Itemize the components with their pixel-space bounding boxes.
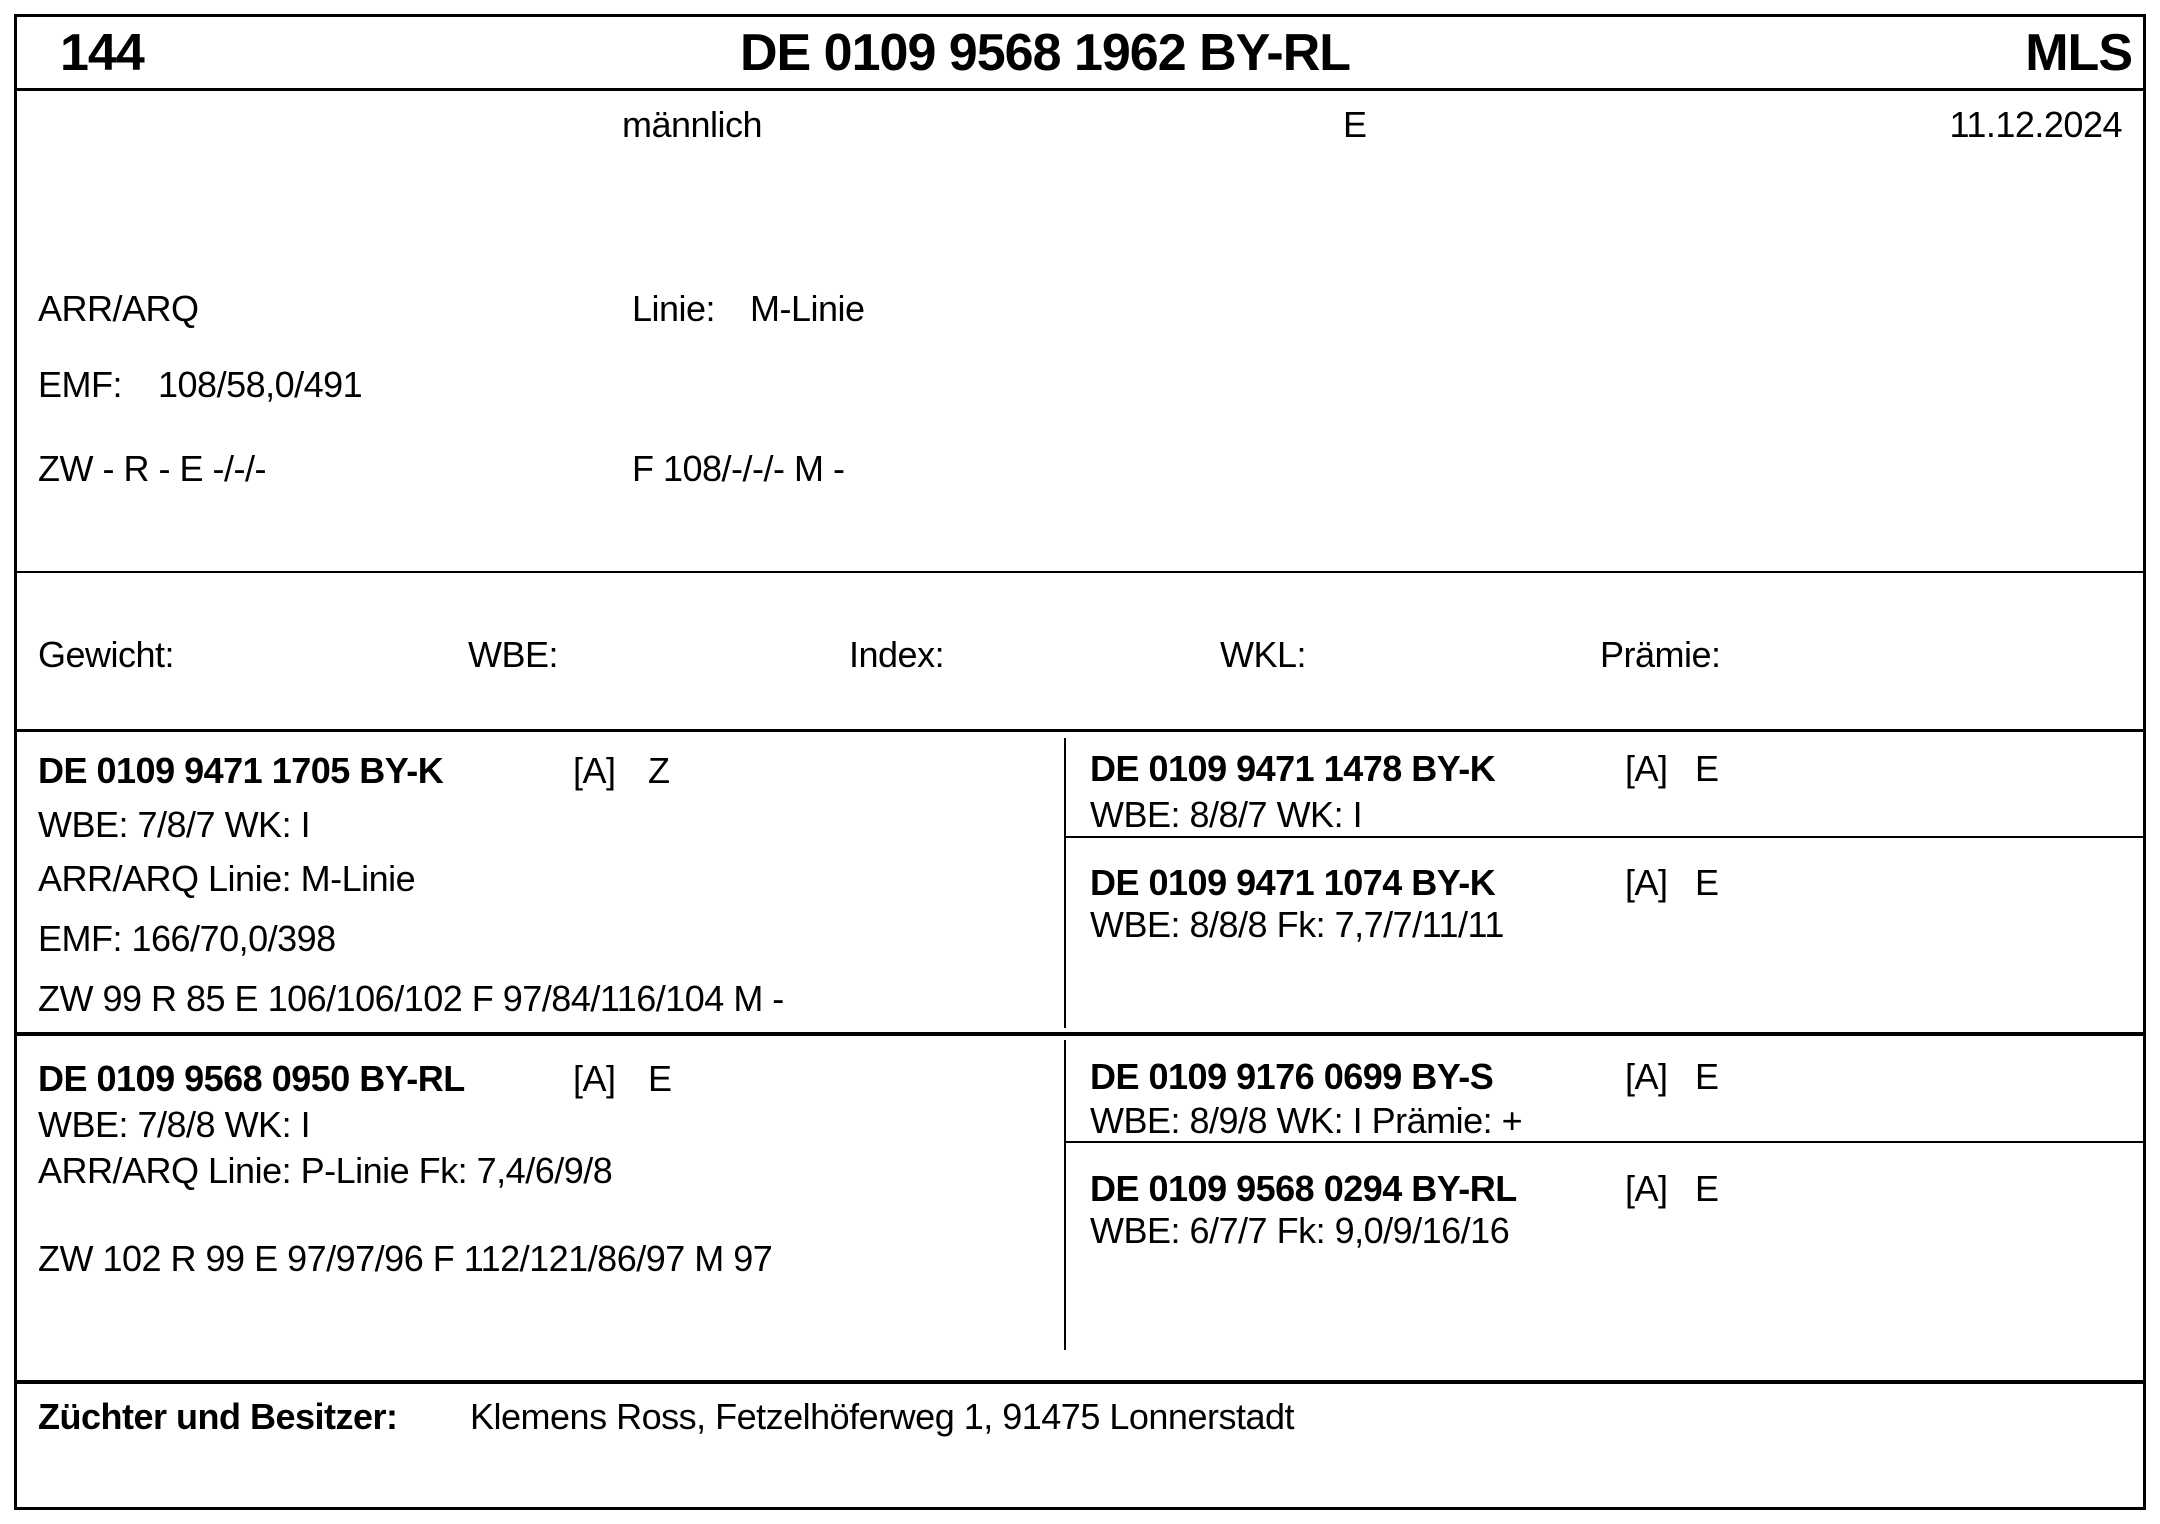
dam-sire-animal-id: DE 0109 9176 0699 BY-S (1090, 1056, 1494, 1097)
dam-dam-status-tag: [A] (1625, 1168, 1668, 1209)
breeder-owner-value: Klemens Ross, Fetzelhöferweg 1, 91475 Lonnerstadt (470, 1396, 1294, 1437)
sire-detail-line: ARR/ARQ Linie: M-Linie (38, 858, 416, 899)
measure-label-praemie: Prämie: (1600, 634, 1721, 675)
dam-detail-line: ZW 102 R 99 E 97/97/96 F 112/121/86/97 M 97 (38, 1238, 773, 1279)
sex-label: männlich (622, 104, 763, 145)
header-divider (14, 88, 2146, 91)
linie-value: M-Linie (750, 288, 865, 329)
pedigree-vertical-divider-bottom (1064, 1040, 1066, 1350)
sire-detail-line: WBE: 7/8/7 WK: I (38, 804, 311, 845)
genotype-label: ARR/ARQ (38, 288, 199, 329)
sire-parents-divider (1064, 836, 2146, 838)
sire-sire-animal-id: DE 0109 9471 1478 BY-K (1090, 748, 1496, 789)
measure-label-gewicht: Gewicht: (38, 634, 175, 675)
emf-value: 108/58,0/491 (158, 364, 363, 405)
dam-animal-id: DE 0109 9568 0950 BY-RL (38, 1058, 465, 1099)
sire-animal-id: DE 0109 9471 1705 BY-K (38, 750, 444, 791)
measure-label-index: Index: (849, 634, 945, 675)
measure-label-wkl: WKL: (1220, 634, 1307, 675)
lot-number: 144 (60, 24, 144, 82)
sire-dam-status-tag: [A] (1625, 862, 1668, 903)
sire-detail-line: EMF: 166/70,0/398 (38, 918, 336, 959)
org-label: MLS (2025, 24, 2132, 82)
sire-class-code: Z (648, 750, 670, 791)
animal-id-title: DE 0109 9568 1962 BY-RL (740, 24, 1351, 82)
pedigree-vertical-divider-top (1064, 738, 1066, 1028)
sire-dam-detail-line: WBE: 8/8/8 Fk: 7,7/7/11/11 (1090, 904, 1504, 945)
sire-dam-class-code: E (1695, 862, 1719, 903)
measure-label-wbe: WBE: (468, 634, 559, 675)
dam-class-code: E (648, 1058, 672, 1099)
sire-sire-class-code: E (1695, 748, 1719, 789)
zw-values-right: F 108/-/-/- M - (632, 448, 845, 489)
dam-sire-class-code: E (1695, 1056, 1719, 1097)
dam-dam-class-code: E (1695, 1168, 1719, 1209)
info-measures-divider (14, 571, 2146, 573)
measures-pedigree-divider (14, 729, 2146, 732)
sire-status-tag: [A] (573, 750, 616, 791)
dam-parents-divider (1064, 1141, 2146, 1143)
zw-values-left: ZW - R - E -/-/- (38, 448, 266, 489)
dam-sire-status-tag: [A] (1625, 1056, 1668, 1097)
sire-detail-line: ZW 99 R 85 E 106/106/102 F 97/84/116/104 M - (38, 978, 784, 1019)
generation-divider (14, 1032, 2146, 1036)
dam-status-tag: [A] (573, 1058, 616, 1099)
linie-label: Linie: (632, 288, 716, 329)
dam-dam-detail-line: WBE: 6/7/7 Fk: 9,0/9/16/16 (1090, 1210, 1510, 1251)
emf-label: EMF: (38, 364, 122, 405)
dam-dam-animal-id: DE 0109 9568 0294 BY-RL (1090, 1168, 1517, 1209)
date-label: 11.12.2024 (1949, 104, 2122, 145)
dam-detail-line: ARR/ARQ Linie: P-Linie Fk: 7,4/6/9/8 (38, 1150, 613, 1191)
dam-detail-line: WBE: 7/8/8 WK: I (38, 1104, 311, 1145)
sire-sire-detail-line: WBE: 8/8/7 WK: I (1090, 794, 1363, 835)
sire-dam-animal-id: DE 0109 9471 1074 BY-K (1090, 862, 1496, 903)
sire-sire-status-tag: [A] (1625, 748, 1668, 789)
footer-divider (14, 1380, 2146, 1384)
class-label: E (1343, 104, 1367, 145)
breeder-owner-label: Züchter und Besitzer: (38, 1396, 398, 1437)
dam-sire-detail-line: WBE: 8/9/8 WK: I Prämie: + (1090, 1100, 1523, 1141)
